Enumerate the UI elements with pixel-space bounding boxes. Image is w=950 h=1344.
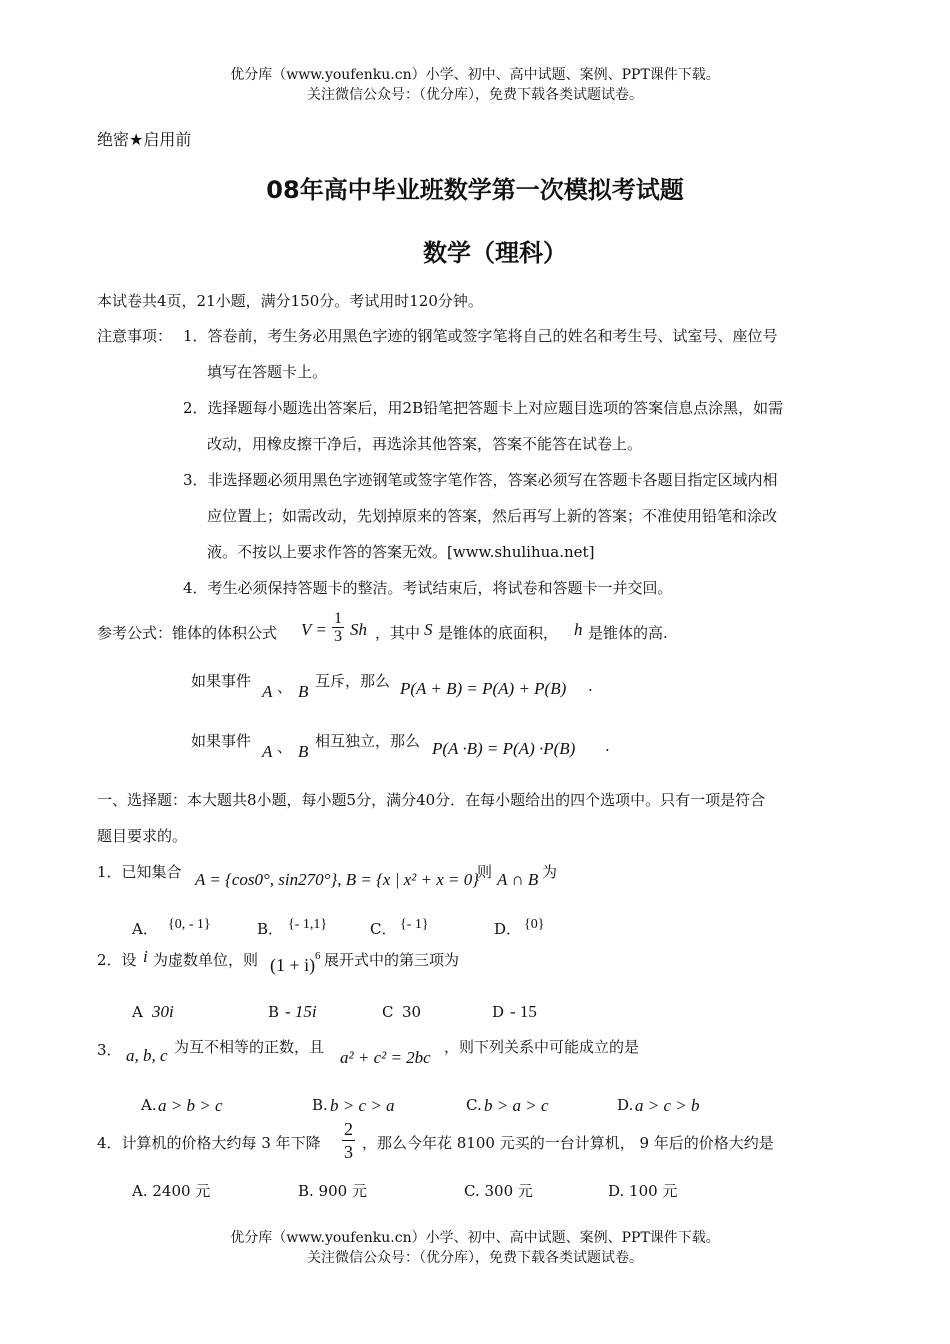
q1-option-a-value: {0, - 1} — [168, 917, 211, 932]
q1-option-b-value: {- 1,1} — [288, 917, 328, 932]
q2-option-d-label: D — [492, 1003, 505, 1021]
intro-text: 本试卷共4页，21小题，满分150分。考试用时120分钟。 — [97, 292, 483, 310]
q4-option-c: C. 300 元 — [464, 1182, 533, 1200]
q1-option-c-value: {- 1} — [400, 917, 429, 932]
notes-label: 注意事项： — [97, 327, 173, 345]
q4-option-d: D. 100 元 — [608, 1182, 678, 1200]
mutex-text: 互斥，那么 — [315, 672, 391, 690]
note-4: 4．考生必须保持答题卡的整洁。考试结束后，将试卷和答题卡一并交回。 — [183, 579, 673, 597]
formula-s: S — [424, 620, 433, 639]
footer-line-2: 关注微信公众号：（优分库），免费下载各类试题试卷。 — [307, 1250, 643, 1266]
formula-fraction — [332, 610, 344, 645]
event-a-2: A — [262, 742, 273, 761]
q2-option-a-label: A — [132, 1003, 143, 1021]
q4-fraction — [342, 1118, 355, 1163]
indep-dot: . — [605, 737, 610, 755]
q3-option-a-label: A. — [141, 1096, 157, 1114]
q3-abc: a, b, c — [126, 1046, 168, 1065]
q4-option-b: B. 900 元 — [298, 1182, 367, 1200]
q2-stem-b: 为虚数单位，则 — [153, 951, 259, 969]
formula-label: 参考公式：锥体的体积公式 — [97, 624, 278, 642]
formula-sh: Sh — [350, 620, 367, 639]
q2-option-c-label: C — [382, 1003, 394, 1021]
q2-option-c-value: 30 — [402, 1003, 422, 1021]
note-1a: 1．答卷前，考生务必用黑色字迹的钢笔或签字笔将自己的姓名和考生号、试室号、座位号 — [183, 327, 778, 345]
event-b-1: B — [298, 682, 309, 701]
formula-mid1: ，其中 — [375, 624, 421, 642]
q2-option-d-value: - 15 — [510, 1002, 537, 1021]
header-line-1: 优分库（www.youfenku.cn）小学、初中、高中试题、案例、PPT课件下载。 — [230, 67, 720, 83]
q1-option-c-label: C． — [370, 920, 397, 938]
q4-fraction-numerator: 2 — [344, 1119, 353, 1139]
q3-condition: a² + c² = 2bc — [340, 1048, 431, 1067]
header-line-2: 关注微信公众号：（优分库），免费下载各类试题试卷。 — [307, 87, 643, 103]
q4-stem-a: 4．计算机的价格大约每 3 年下降 — [97, 1134, 321, 1152]
q2-expr: (1 + i) — [270, 955, 316, 975]
q2-option-b-value: - 15i — [285, 1002, 317, 1021]
event-sep-2: 、 — [277, 738, 293, 756]
q2-option-a-value: 30i — [152, 1002, 174, 1021]
page-title: 08年高中毕业班数学第一次模拟考试题 — [266, 176, 684, 204]
q1-ze: 则 — [477, 863, 493, 881]
q4-stem-b: ，那么今年花 8100 元买的一台计算机， 9 年后的价格大约是 — [362, 1134, 774, 1152]
q2-i: i — [143, 947, 148, 966]
event-a-1: A — [262, 682, 273, 701]
footer-line-1: 优分库（www.youfenku.cn）小学、初中、高中试题、案例、PPT课件下载。 — [230, 1230, 720, 1246]
q3-option-b-label: B. — [312, 1096, 328, 1114]
note-3c: 液。不按以上要求作答的答案无效。[www.shulihua.net] — [207, 543, 595, 561]
formula-end: 是锥体的高. — [588, 624, 668, 642]
q3-stem-b: ，则下列关系中可能成立的是 — [444, 1038, 640, 1056]
secret-mark: 绝密★启用前 — [97, 130, 192, 149]
q4-option-a: A. 2400 元 — [132, 1182, 211, 1200]
mutex-formula: P(A + B) = P(A) + P(B) — [400, 679, 567, 698]
formula-h: h — [574, 620, 583, 639]
fraction-numerator: 1 — [334, 610, 342, 627]
note-2a: 2．选择题每小题选出答案后，用2B铅笔把答题卡上对应题目选项的答案信息点涂黑，如需 — [183, 399, 784, 417]
q1-option-d-label: D． — [494, 920, 522, 938]
formula-v: V = — [301, 620, 327, 639]
q3-stem-a: 为互不相等的正数，且 — [174, 1038, 325, 1056]
fraction-denominator: 3 — [334, 628, 342, 645]
q2-option-b-label: B — [268, 1003, 280, 1021]
q2-stem-a: 2．设 — [97, 951, 137, 969]
q1-intersection: A ∩ B — [497, 870, 539, 889]
note-2b: 改动，用橡皮擦干净后，再选涂其他答案，答案不能答在试卷上。 — [207, 435, 643, 453]
q4-fraction-denominator: 3 — [344, 1142, 353, 1162]
note-3b: 应位置上；如需改动，先划掉原来的答案，然后再写上新的答案；不准使用铅笔和涂改 — [207, 507, 778, 525]
event-b-2: B — [298, 742, 309, 761]
q2-stem-c: 展开式中的第三项为 — [324, 951, 460, 969]
q2-exp: 6 — [315, 950, 321, 962]
q3-option-c-label: C. — [466, 1096, 482, 1114]
q1-sets: A = {cos0°, sin270°}, B = {x | x² + x = 0} — [195, 870, 480, 889]
note-3a: 3．非选择题必须用黑色字迹钢笔或签字笔作答，答案必须写在答题卡各题目指定区域内相 — [183, 471, 778, 489]
section1-line-2: 题目要求的。 — [97, 827, 188, 845]
q1-option-a-label: A． — [132, 920, 158, 938]
q3-option-b-value: b > c > a — [330, 1096, 395, 1115]
page-subtitle: 数学（理科） — [423, 239, 567, 267]
q3-option-d-value: a > c > b — [635, 1096, 700, 1115]
q1-option-d-value: {0} — [524, 917, 545, 932]
indep-formula: P(A ·B) = P(A) ·P(B) — [432, 739, 576, 758]
q3-num: 3． — [97, 1041, 122, 1059]
q3-option-d-label: D. — [617, 1096, 634, 1114]
note-1b: 填写在答题卡上。 — [207, 363, 328, 381]
event-label-2: 如果事件 — [191, 732, 252, 750]
mutex-dot: . — [588, 677, 593, 695]
event-label-1: 如果事件 — [191, 672, 252, 690]
q3-option-c-value: b > a > c — [484, 1096, 549, 1115]
section1-line-1: 一、选择题：本大题共8小题，每小题5分，满分40分．在每小题给出的四个选项中。只有一项是符合 — [97, 791, 766, 809]
q3-option-a-value: a > b > c — [158, 1096, 223, 1115]
formula-mid2: 是锥体的底面积， — [438, 624, 559, 642]
indep-text: 相互独立，那么 — [315, 732, 421, 750]
event-sep-1: 、 — [277, 678, 293, 696]
q1-stem: 1．已知集合 — [97, 863, 182, 881]
q1-wei: 为 — [542, 863, 558, 881]
q1-option-b-label: B． — [257, 920, 284, 938]
